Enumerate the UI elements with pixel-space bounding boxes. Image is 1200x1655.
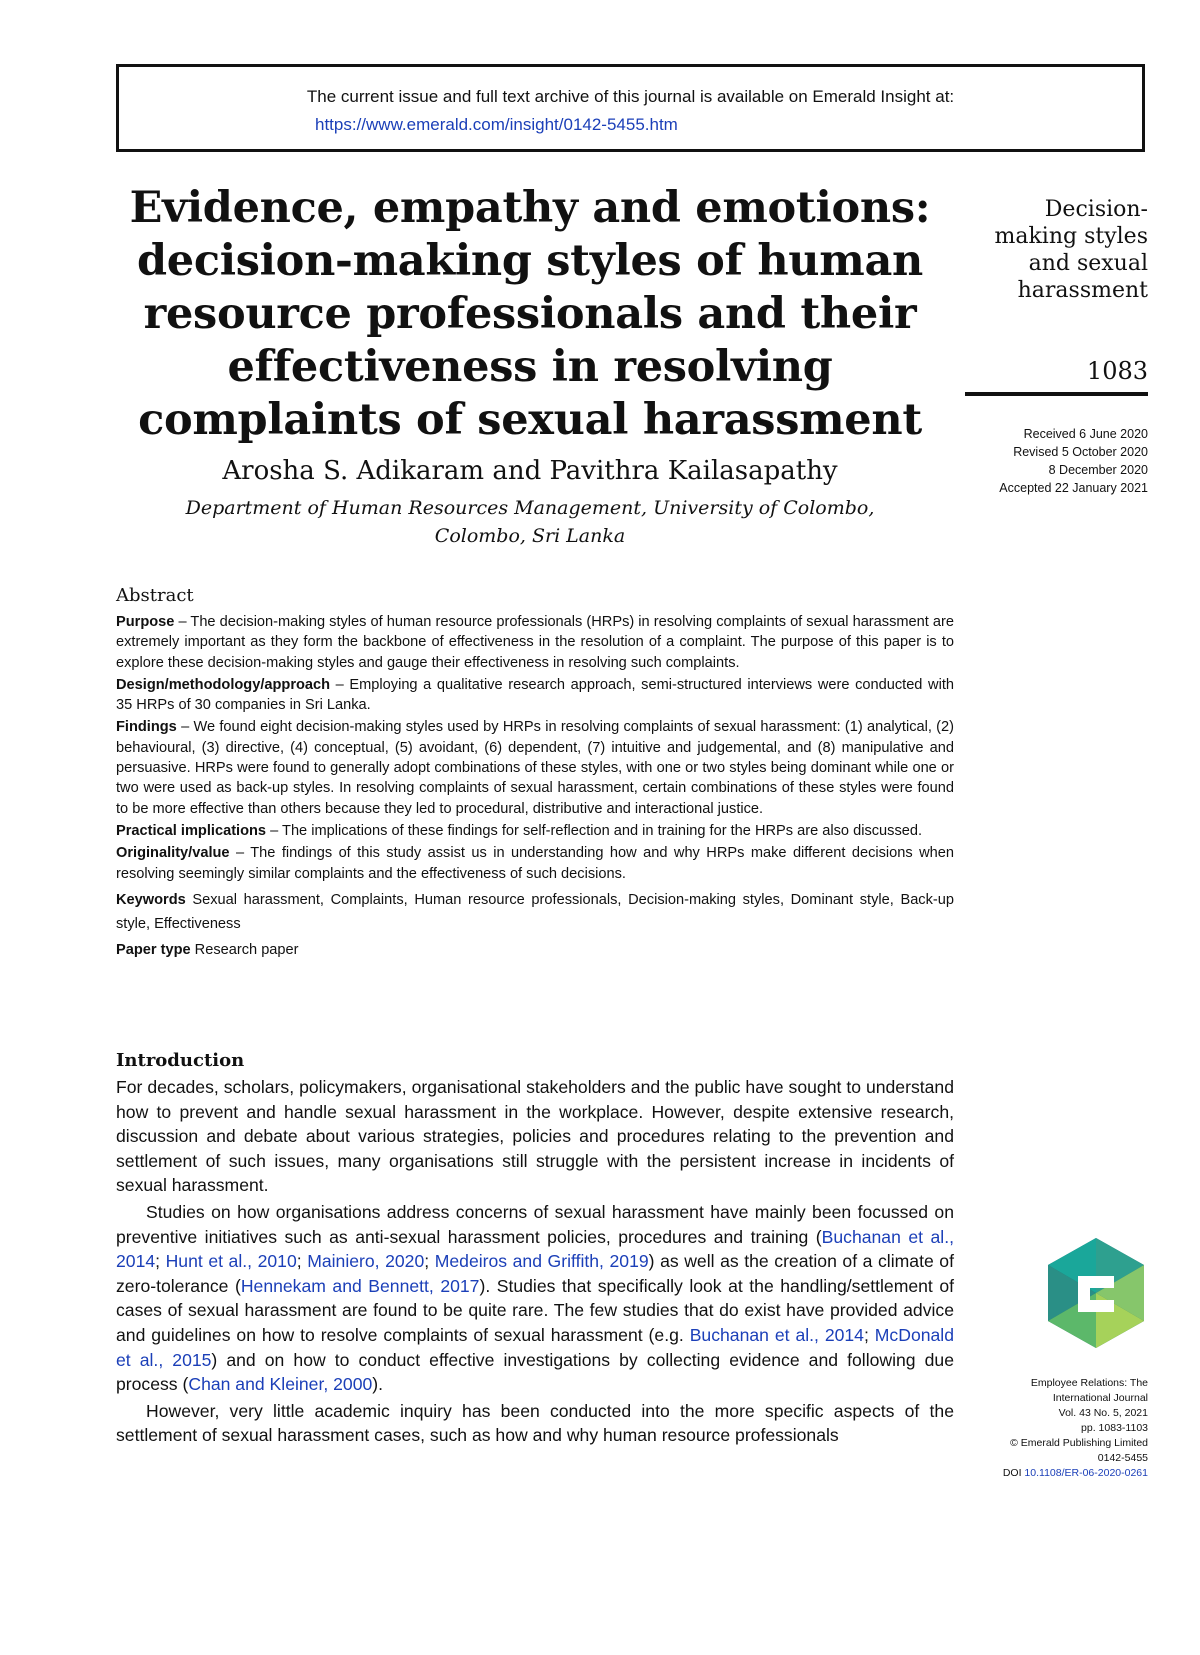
keywords-label: Keywords — [116, 891, 186, 908]
journal-name-2: International Journal — [1052, 1392, 1148, 1404]
abstract-practical — [116, 821, 954, 841]
running-head-line: harassment — [1017, 278, 1148, 303]
emerald-logo-icon — [1048, 1238, 1144, 1348]
practical-text: – The implications of these findings for self-reflection and in training for the HRPs are also discussed. — [266, 822, 923, 839]
journal-name: Employee Relations: The — [1030, 1377, 1148, 1389]
purpose-text: – The decision-making styles of human resource professionals (HRPs) in resolving complaints of sexual harassment are extremely important as they form the backbone of effectiveness in the resolution of a complaint. The purpose of this paper is to explore these decision-making styles and gauge their effectiveness in resolving such complaints. — [116, 614, 954, 671]
intro-paragraph-2 — [116, 1200, 954, 1397]
findings-label: Findings — [116, 719, 177, 736]
affiliation — [116, 494, 944, 550]
journal-volume: Vol. 43 No. 5, 2021 — [1058, 1407, 1148, 1419]
title-line: complaints of sexual harassment — [138, 395, 922, 445]
keywords-text: Sexual harassment, Complaints, Human resource professionals, Decision-making styles, Dominant style, Back-up style, Effectiveness — [116, 891, 954, 932]
authors: Arosha S. Adikaram and Pavithra Kailasapathy — [222, 456, 838, 486]
abstract-design — [116, 675, 954, 716]
title-line: effectiveness in resolving — [227, 342, 833, 392]
title-line: resource professionals and their — [143, 289, 917, 339]
running-head-line: Decision- — [1044, 197, 1148, 222]
text-run: ; — [863, 1324, 875, 1345]
citation-link[interactable]: Medeiros and Griffith, 2019 — [434, 1251, 649, 1272]
paper-type-label: Paper type — [116, 941, 191, 958]
date-accepted: Accepted 22 January 2021 — [999, 481, 1148, 495]
running-head — [960, 196, 1148, 304]
journal-url-link[interactable]: https://www.emerald.com/insight/0142-5455.htm — [315, 115, 678, 134]
purpose-label: Purpose — [116, 614, 175, 630]
citation-link[interactable]: Buchanan et al., 2014 — [689, 1324, 864, 1345]
date-revised-2: 8 December 2020 — [1048, 463, 1148, 477]
practical-label: Practical implications — [116, 822, 267, 839]
introduction-heading: Introduction — [116, 1050, 245, 1071]
doi-link[interactable]: 10.1108/ER-06-2020-0261 — [1024, 1467, 1148, 1479]
introduction-body — [116, 1075, 954, 1448]
originality-text: – The findings of this study assist us in understanding how and why HRPs make different decisions when resolving seemingly similar complaints and the effectiveness of such decisions. — [116, 845, 954, 882]
paper-type-text: Research paper — [190, 941, 299, 958]
text-run: ; — [155, 1251, 166, 1272]
findings-text: – We found eight decision-making styles used by HRPs in resolving complaints of sexual harassment: (1) analytical, (2) behavioural, (3) directive, (4) conceptual, (5) avoidant, (6) dependent, (7) intuitive and judgemental, and (8) manipulative and persuasive. HRPs were found to generally adopt combinations of these styles, with one or two styles being dominant while one or two were used as back-up styles. In resolving complaints of sexual harassment, certain combinations of these styles were found to be more effective than others because they led to procedural, distributive and interactional justice. — [116, 719, 954, 817]
citation-link[interactable]: Hennekam and Bennett, 2017 — [240, 1275, 480, 1296]
text-run: ). Studies that specifically look at the handling/settlement of cases of sexual harassment are found to be quite rare. The few studies that do exist have provided advice and guidelines on how to resolve complaints of sexual harassment (e.g. — [116, 1275, 954, 1345]
article-title — [116, 182, 944, 447]
issn: 0142-5455 — [1097, 1452, 1148, 1464]
affiliation-line: Department of Human Resources Management, University of Colombo, — [185, 497, 875, 519]
text-run: ) as well as the creation of a climate of zero-tolerance ( — [116, 1251, 954, 1296]
citation-link[interactable]: McDonald et al., 2015 — [116, 1324, 954, 1370]
abstract-findings — [116, 717, 954, 818]
date-received: Received 6 June 2020 — [1023, 427, 1148, 441]
abstract-body — [116, 612, 954, 962]
text-run: ). — [372, 1374, 384, 1395]
affiliation-line: Colombo, Sri Lanka — [434, 525, 626, 547]
page-number: 1083 — [1086, 357, 1148, 385]
text-run: ; — [296, 1251, 308, 1272]
citation-link[interactable]: Buchanan et al., 2014 — [116, 1226, 954, 1272]
originality-label: Originality/value — [116, 845, 230, 862]
design-label: Design/methodology/approach — [116, 676, 331, 693]
text-run: ) and on how to conduct effective investigations by collecting evidence and following due process ( — [116, 1349, 954, 1395]
text-run: Studies on how organisations address concerns of sexual harassment have mainly been focussed on preventive initiatives such as anti-sexual harassment policies, procedures and training ( — [116, 1201, 954, 1247]
citation-link[interactable]: Chan and Kleiner, 2000 — [188, 1374, 373, 1395]
intro-paragraph-3: However, very little academic inquiry has been conducted into the more specific aspects of the settlement of sexual harassment cases, such as how and why human resource professionals — [116, 1400, 954, 1446]
journal-citation-info — [960, 1376, 1148, 1481]
journal-pages: pp. 1083-1103 — [1081, 1422, 1148, 1434]
date-revised: Revised 5 October 2020 — [1013, 445, 1148, 459]
intro-paragraph-1: For decades, scholars, policymakers, organisational stakeholders and the public have sought to understand how to prevent and handle sexual harassment in the workplace. However, despite extensive research, discussion and debate about various strategies, policies and procedures relating to the prevention and settlement of such issues, many organisations still struggle with the persistent increase in incidents of sexual harassment. — [116, 1077, 954, 1196]
title-line: decision-making styles of human — [137, 236, 923, 286]
citation-link[interactable]: Hunt et al., 2010 — [165, 1251, 297, 1272]
citation-link[interactable]: Mainiero, 2020 — [307, 1251, 425, 1272]
copyright: © Emerald Publishing Limited — [1010, 1437, 1148, 1449]
abstract-originality — [116, 843, 954, 884]
title-line: Evidence, empathy and emotions: — [129, 183, 931, 233]
journal-availability-box — [116, 64, 1145, 152]
text-run: ; — [424, 1251, 435, 1272]
sidebar-rule — [965, 392, 1148, 396]
doi-line — [960, 1466, 1148, 1481]
abstract-heading: Abstract — [116, 585, 194, 606]
submission-dates — [960, 425, 1148, 497]
design-text: – Employing a qualitative research approach, semi-structured interviews were conducted with 35 HRPs of 30 companies in Sri Lanka. — [116, 676, 954, 714]
abstract-paper-type — [116, 940, 954, 960]
abstract-keywords — [116, 888, 954, 936]
running-head-line: and sexual — [1028, 251, 1148, 276]
availability-text: The current issue and full text archive of this journal is available on Emerald Insight at: — [306, 87, 955, 106]
doi-label: DOI — [1002, 1467, 1025, 1479]
running-head-line: making styles — [994, 224, 1148, 249]
abstract-purpose — [116, 612, 954, 673]
